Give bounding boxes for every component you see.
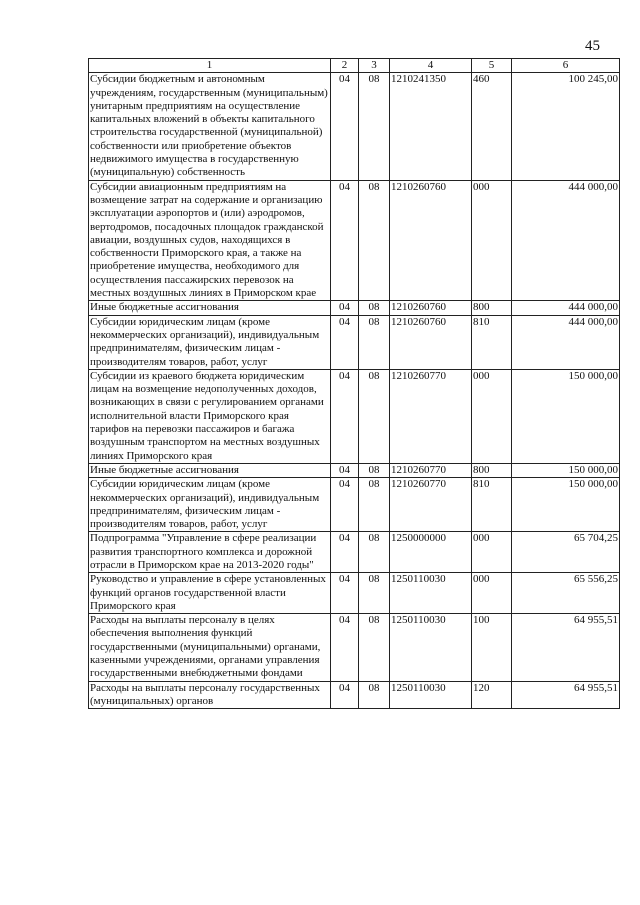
table-row	[89, 315, 620, 369]
header-amount: 6	[512, 59, 620, 73]
row-amount: 100 245,00	[512, 73, 620, 180]
row-expense-type: 000	[472, 532, 512, 573]
row-expense-type: 460	[472, 73, 512, 180]
row-description: Подпрограмма "Управление в сфере реализации развития транспортного комплекса и дорожной отрасли в Приморском крае на 2013-2020 годы"	[89, 532, 331, 573]
table-row	[89, 301, 620, 315]
row-target-article: 1250110030	[390, 681, 472, 709]
page-number: 45	[585, 38, 600, 54]
table-row	[89, 573, 620, 614]
row-section: 04	[331, 315, 359, 369]
row-subsection: 08	[359, 301, 390, 315]
row-subsection: 08	[359, 478, 390, 532]
row-expense-type: 120	[472, 681, 512, 709]
row-subsection: 08	[359, 614, 390, 681]
row-target-article: 1210241350	[390, 73, 472, 180]
row-expense-type: 810	[472, 478, 512, 532]
row-subsection: 08	[359, 73, 390, 180]
row-description: Субсидии юридическим лицам (кроме некоммерческих организаций), индивидуальным предпринимателям, физическим лицам - производителям товаров, работ, услуг	[89, 478, 331, 532]
row-subsection: 08	[359, 463, 390, 477]
row-section: 04	[331, 463, 359, 477]
row-expense-type: 800	[472, 463, 512, 477]
row-expense-type: 100	[472, 614, 512, 681]
row-expense-type: 810	[472, 315, 512, 369]
table-row	[89, 73, 620, 180]
table-row	[89, 614, 620, 681]
budget-table	[88, 58, 620, 709]
row-subsection: 08	[359, 681, 390, 709]
row-section: 04	[331, 301, 359, 315]
row-expense-type: 000	[472, 369, 512, 463]
row-description: Субсидии из краевого бюджета юридическим лицам на возмещение недополученных доходов, возникающих в связи с регулированием органами исполнительной власти Приморского края тарифов на перевозки пассажиров и багажа воздушным транспортом на местных воздушных линиях Приморского края	[89, 369, 331, 463]
row-target-article: 1250110030	[390, 573, 472, 614]
row-target-article: 1210260760	[390, 315, 472, 369]
row-subsection: 08	[359, 315, 390, 369]
row-amount: 65 556,25	[512, 573, 620, 614]
row-description: Иные бюджетные ассигнования	[89, 301, 331, 315]
row-expense-type: 800	[472, 301, 512, 315]
row-description: Субсидии авиационным предприятиям на возмещение затрат на содержание и организацию эксплуатации аэропортов и (или) аэродромов, вертодромов, посадочных площадок гражданской авиации, воздушных судов, находящихся в собственности Приморского края, а также на приобретение имущества, необходимого для осуществления пассажирских перевозок на местных воздушных линиях в Приморском крае	[89, 180, 331, 301]
header-subsection: 3	[359, 59, 390, 73]
row-section: 04	[331, 614, 359, 681]
header-description: 1	[89, 59, 331, 73]
row-section: 04	[331, 73, 359, 180]
row-amount: 65 704,25	[512, 532, 620, 573]
table-row	[89, 180, 620, 301]
row-section: 04	[331, 681, 359, 709]
row-amount: 64 955,51	[512, 614, 620, 681]
row-description: Расходы на выплаты персоналу в целях обеспечения выполнения функций государственными (муниципальными) органами, казенными учреждениями, органами управления государственными внебюджетными фондами	[89, 614, 331, 681]
row-amount: 444 000,00	[512, 301, 620, 315]
table-row	[89, 463, 620, 477]
header-target-article: 4	[390, 59, 472, 73]
row-expense-type: 000	[472, 573, 512, 614]
table-row	[89, 532, 620, 573]
row-section: 04	[331, 478, 359, 532]
table-row	[89, 478, 620, 532]
row-target-article: 1250000000	[390, 532, 472, 573]
row-target-article: 1250110030	[390, 614, 472, 681]
row-amount: 64 955,51	[512, 681, 620, 709]
row-description: Субсидии юридическим лицам (кроме некоммерческих организаций), индивидуальным предпринимателям, физическим лицам - производителям товаров, работ, услуг	[89, 315, 331, 369]
row-section: 04	[331, 369, 359, 463]
row-description: Руководство и управление в сфере установленных функций органов государственной власти Приморского края	[89, 573, 331, 614]
row-description: Субсидии бюджетным и автономным учреждениям, государственным (муниципальным) унитарным предприятиям на осуществление капитальных вложений в объекты капитального строительства государственной (муниципальной) собственности или приобретение объектов недвижимого имущества в государственную (муниципальную) собственность	[89, 73, 331, 180]
row-section: 04	[331, 180, 359, 301]
row-subsection: 08	[359, 532, 390, 573]
table-row	[89, 681, 620, 709]
row-amount: 444 000,00	[512, 180, 620, 301]
row-description: Расходы на выплаты персоналу государственных (муниципальных) органов	[89, 681, 331, 709]
row-description: Иные бюджетные ассигнования	[89, 463, 331, 477]
row-target-article: 1210260760	[390, 301, 472, 315]
row-amount: 444 000,00	[512, 315, 620, 369]
row-section: 04	[331, 532, 359, 573]
row-amount: 150 000,00	[512, 463, 620, 477]
row-amount: 150 000,00	[512, 478, 620, 532]
table-row	[89, 369, 620, 463]
table-header-row	[89, 59, 620, 73]
row-section: 04	[331, 573, 359, 614]
row-target-article: 1210260770	[390, 369, 472, 463]
row-amount: 150 000,00	[512, 369, 620, 463]
row-subsection: 08	[359, 369, 390, 463]
row-subsection: 08	[359, 573, 390, 614]
header-expense-type: 5	[472, 59, 512, 73]
header-section: 2	[331, 59, 359, 73]
row-expense-type: 000	[472, 180, 512, 301]
row-target-article: 1210260760	[390, 180, 472, 301]
row-target-article: 1210260770	[390, 463, 472, 477]
row-target-article: 1210260770	[390, 478, 472, 532]
row-subsection: 08	[359, 180, 390, 301]
